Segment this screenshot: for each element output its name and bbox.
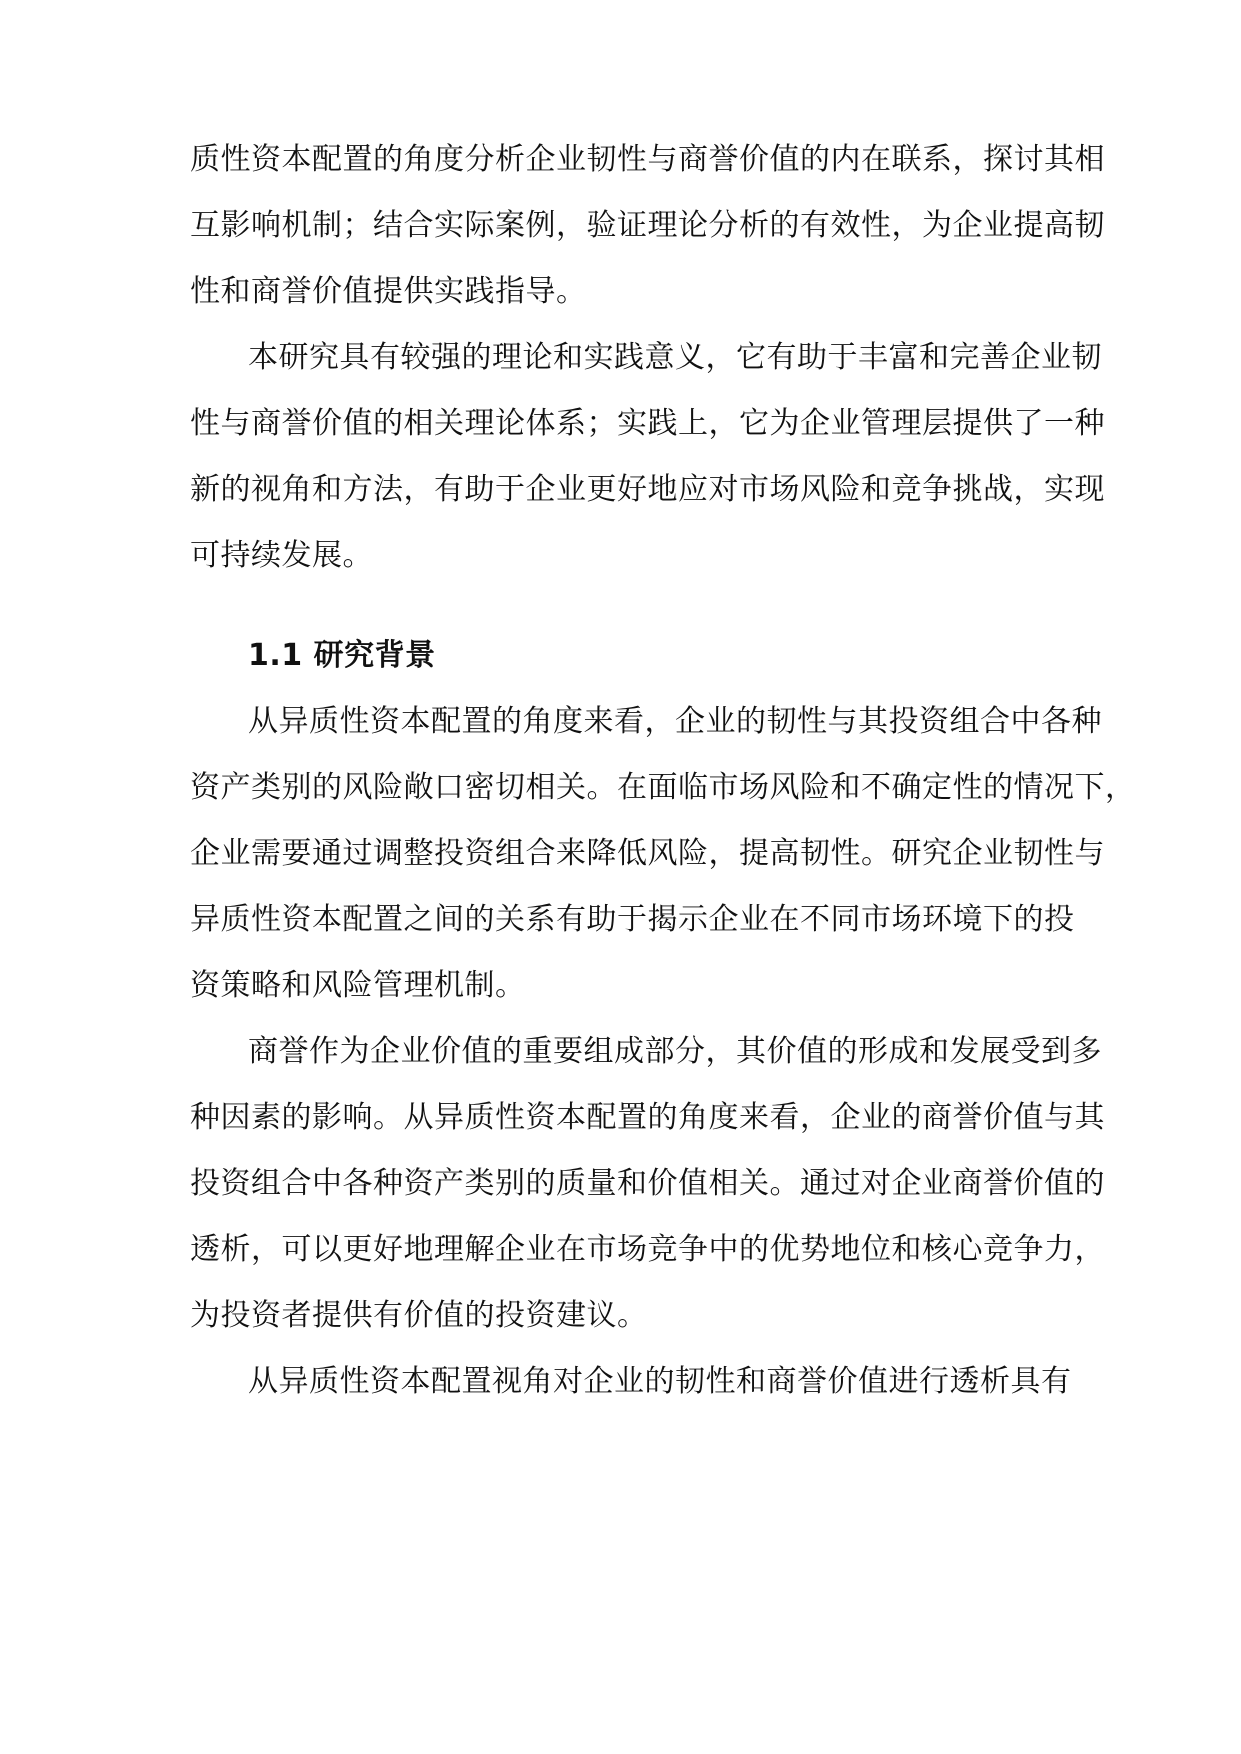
text-line: 企业需要通过调整投资组合来降低风险，提高韧性。研究企业韧性与 (190, 836, 1105, 871)
text-line: 从异质性资本配置视角对企业的韧性和商誉价值进行透析具有 (248, 1364, 1072, 1399)
text-line: 性和商誉价值提供实践指导。 (190, 274, 587, 309)
text-line: 新的视角和方法，有助于企业更好地应对市场风险和竞争挑战，实现 (190, 472, 1105, 507)
text-line: 可持续发展。 (190, 538, 373, 573)
text-line: 质性资本配置的角度分析企业韧性与商誉价值的内在联系，探讨其相 (190, 142, 1105, 177)
text-line: 透析，可以更好地理解企业在市场竞争中的优势地位和核心竞争力， (190, 1232, 1105, 1267)
text-line: 商誉作为企业价值的重要组成部分，其价值的形成和发展受到多 (248, 1034, 1102, 1069)
section-heading: 1.1 研究背景 (248, 638, 436, 673)
text-line: 互影响机制；结合实际案例，验证理论分析的有效性，为企业提高韧 (190, 208, 1105, 243)
text-line: 从异质性资本配置的角度来看，企业的韧性与其投资组合中各种 (248, 704, 1102, 739)
text-line: 本研究具有较强的理论和实践意义，它有助于丰富和完善企业韧 (248, 340, 1102, 375)
text-line: 性与商誉价值的相关理论体系；实践上，它为企业管理层提供了一种 (190, 406, 1105, 441)
text-line: 资策略和风险管理机制。 (190, 968, 526, 1003)
text-line: 资产类别的风险敞口密切相关。在面临市场风险和不确定性的情况下， (190, 770, 1136, 805)
text-line: 为投资者提供有价值的投资建议。 (190, 1298, 648, 1333)
text-line: 异质性资本配置之间的关系有助于揭示企业在不同市场环境下的投 (190, 902, 1075, 937)
text-line: 投资组合中各种资产类别的质量和价值相关。通过对企业商誉价值的 (190, 1166, 1105, 1201)
text-line: 种因素的影响。从异质性资本配置的角度来看，企业的商誉价值与其 (190, 1100, 1105, 1135)
